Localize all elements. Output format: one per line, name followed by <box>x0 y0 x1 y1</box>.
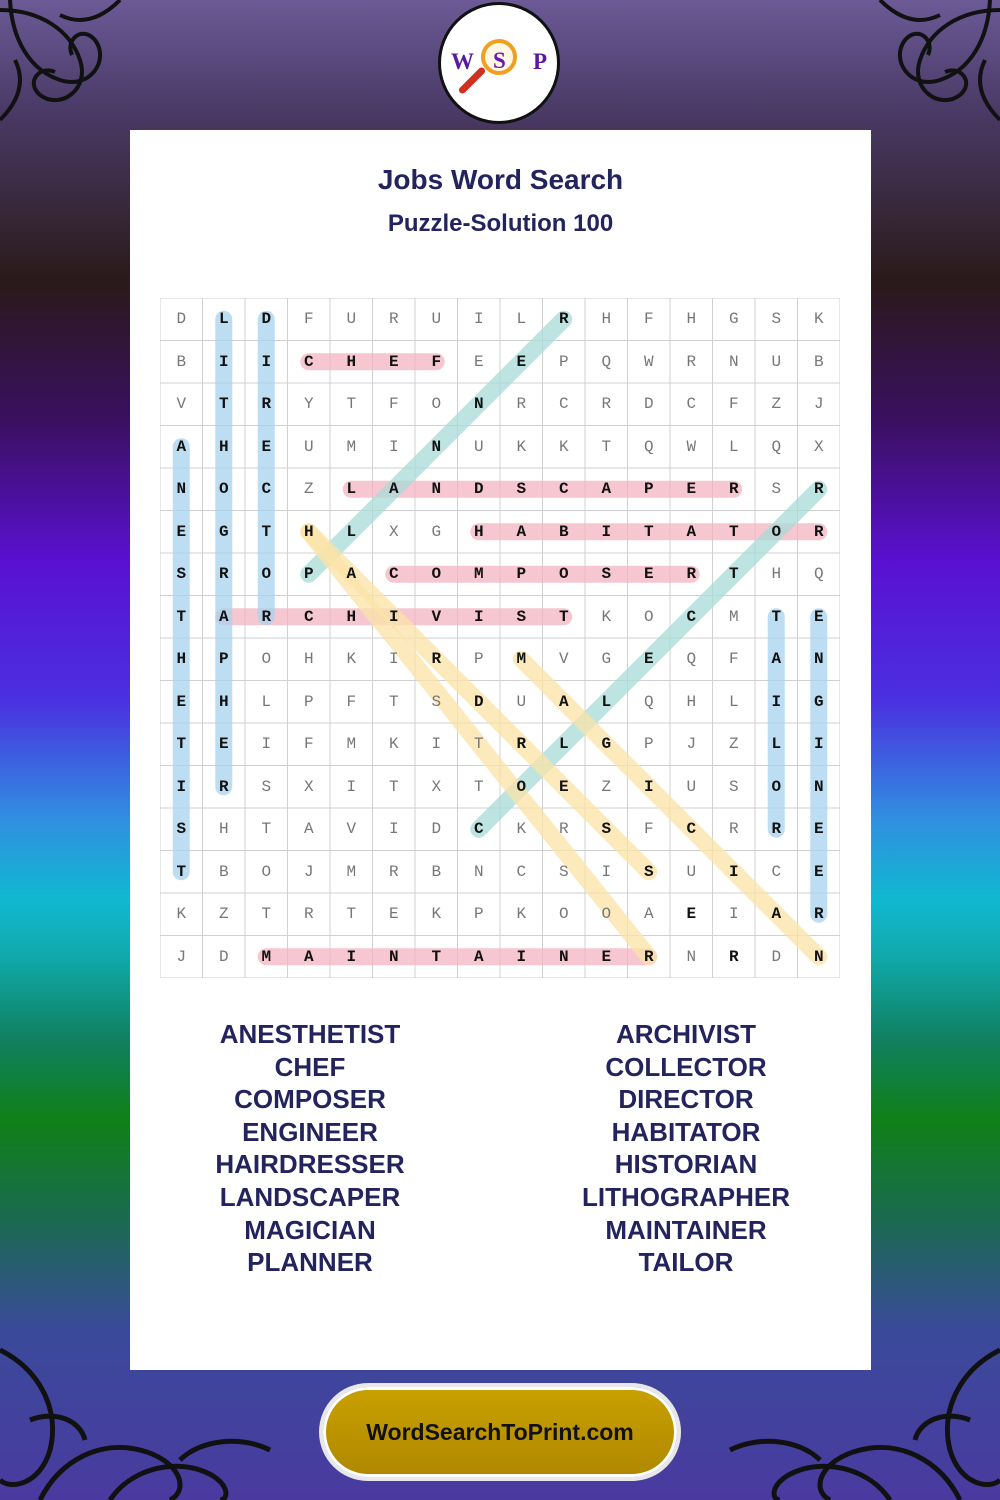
grid-cell[interactable]: S <box>643 862 654 881</box>
grid-cell[interactable]: B <box>813 352 824 371</box>
grid-cell[interactable]: I <box>516 947 527 966</box>
grid-cell[interactable]: C <box>303 352 314 371</box>
grid-cell[interactable]: E <box>388 352 399 371</box>
grid-cell[interactable]: T <box>728 522 739 541</box>
grid-cell[interactable]: R <box>813 480 824 498</box>
grid-cell[interactable]: O <box>558 565 569 583</box>
grid-cell[interactable]: Q <box>813 565 824 583</box>
grid-cell[interactable]: R <box>218 565 229 583</box>
grid-cell[interactable]: O <box>218 480 229 498</box>
grid-cell[interactable]: E <box>176 692 187 711</box>
grid-cell[interactable]: N <box>813 947 824 966</box>
grid-cell[interactable]: S <box>771 310 782 328</box>
grid-cell[interactable]: O <box>771 777 782 796</box>
word-list-item: LANDSCAPER <box>219 1181 401 1212</box>
grid-cell[interactable]: A <box>176 437 187 456</box>
grid-cell[interactable]: I <box>346 777 357 796</box>
grid-cell[interactable]: D <box>431 820 442 838</box>
grid-cell[interactable]: G <box>601 735 612 753</box>
grid-cell[interactable]: H <box>601 310 612 328</box>
grid-cell[interactable]: D <box>643 395 654 413</box>
grid-cell[interactable]: S <box>601 820 612 838</box>
grid-cell[interactable]: T <box>176 862 187 881</box>
grid-cell[interactable]: L <box>728 437 739 456</box>
grid-cell[interactable]: U <box>303 437 314 456</box>
grid-cell[interactable]: T <box>176 607 187 626</box>
grid-cell[interactable]: F <box>388 395 399 413</box>
grid-cell[interactable]: H <box>303 522 314 541</box>
grid-cell[interactable]: G <box>813 692 824 711</box>
grid-cell[interactable]: K <box>346 650 357 668</box>
grid-cell[interactable]: U <box>431 310 442 328</box>
grid-cell[interactable]: Z <box>728 735 739 753</box>
grid-cell[interactable]: G <box>218 522 229 541</box>
grid-cell[interactable]: I <box>473 607 484 626</box>
grid-cell[interactable]: A <box>346 565 357 583</box>
grid-cell[interactable]: P <box>218 650 229 668</box>
grid-cell[interactable]: A <box>771 650 782 668</box>
grid-cell[interactable]: D <box>771 947 782 966</box>
word-list-right <box>506 1018 866 1279</box>
grid-cell[interactable]: R <box>686 352 697 371</box>
grid-cell[interactable]: O <box>601 905 612 923</box>
word-list-item: TAILOR <box>638 1247 734 1278</box>
grid-cell[interactable]: D <box>176 310 187 328</box>
grid-cell[interactable]: T <box>261 905 272 923</box>
grid-cell[interactable]: B <box>218 862 229 881</box>
grid-cell[interactable]: O <box>558 905 569 923</box>
grid-cell[interactable]: R <box>261 607 272 626</box>
word-list-item: PLANNER <box>247 1247 373 1278</box>
word-list-item: DIRECTOR <box>618 1084 754 1115</box>
grid-cell[interactable]: S <box>601 565 612 583</box>
grid-cell[interactable]: A <box>516 522 527 541</box>
grid-cell[interactable]: N <box>431 437 442 456</box>
grid-cell[interactable]: I <box>431 735 442 753</box>
grid-cell[interactable]: O <box>516 777 527 796</box>
grid-cell[interactable]: U <box>473 437 484 456</box>
grid-cell[interactable]: K <box>516 905 527 923</box>
grid-cell[interactable]: N <box>558 947 569 966</box>
grid-cell[interactable]: T <box>176 735 187 753</box>
grid-cell[interactable]: T <box>431 947 442 966</box>
grid-cell[interactable]: G <box>601 650 612 668</box>
grid-cell[interactable]: R <box>728 947 739 966</box>
grid-cell[interactable]: C <box>771 862 782 881</box>
grid-cell[interactable]: R <box>261 395 272 413</box>
grid-cell[interactable]: I <box>728 905 739 923</box>
grid-cell[interactable]: A <box>686 522 697 541</box>
grid-cell[interactable]: V <box>346 820 357 838</box>
grid-cell[interactable]: F <box>728 395 739 413</box>
grid-cell[interactable]: E <box>643 565 654 583</box>
grid-cell[interactable]: I <box>601 522 612 541</box>
grid-cell[interactable]: K <box>176 905 187 923</box>
grid-cell[interactable]: S <box>516 480 527 498</box>
grid-cell[interactable]: J <box>686 735 697 753</box>
grid-cell[interactable]: N <box>813 650 824 668</box>
grid-cell[interactable]: J <box>176 947 187 966</box>
grid-cell[interactable]: X <box>388 522 399 541</box>
grid-cell[interactable]: Q <box>601 352 612 371</box>
grid-cell[interactable]: Z <box>303 480 314 498</box>
grid-cell[interactable]: L <box>601 692 612 711</box>
grid-cell[interactable]: A <box>388 480 399 498</box>
website-link-label: WordSearchToPrint.com <box>366 1418 634 1445</box>
grid-cell[interactable]: H <box>473 522 484 541</box>
grid-cell[interactable]: M <box>346 862 357 881</box>
grid-cell[interactable]: S <box>261 777 272 796</box>
grid-cell[interactable]: R <box>686 565 697 583</box>
grid-cell[interactable]: R <box>388 862 399 881</box>
grid-cell[interactable]: W <box>643 352 654 371</box>
grid-cell[interactable]: J <box>813 395 824 413</box>
grid-cell[interactable]: Z <box>771 395 782 413</box>
grid-cell[interactable]: T <box>558 607 569 626</box>
grid-cell[interactable]: A <box>558 692 569 711</box>
grid-cell[interactable]: L <box>218 310 229 328</box>
grid-cell[interactable]: O <box>261 862 272 881</box>
grid-cell[interactable]: E <box>686 480 697 498</box>
logo-letter-s: S <box>493 48 506 73</box>
grid-cell[interactable]: B <box>176 352 187 371</box>
grid-cell[interactable]: O <box>643 607 654 626</box>
grid-cell[interactable]: E <box>558 777 569 796</box>
grid-cell[interactable]: N <box>473 395 484 413</box>
word-list-item: COLLECTOR <box>605 1051 767 1082</box>
grid-cell[interactable]: K <box>516 820 527 838</box>
grid-cell[interactable]: C <box>686 395 697 413</box>
grid-cell[interactable]: G <box>431 522 442 541</box>
grid-cell[interactable]: I <box>388 650 399 668</box>
grid-cell[interactable]: R <box>601 395 612 413</box>
grid-cell[interactable]: F <box>643 820 654 838</box>
grid-cell[interactable]: N <box>813 777 824 796</box>
grid-cell[interactable]: T <box>218 395 229 413</box>
grid-cell[interactable]: N <box>431 480 442 498</box>
grid-cell[interactable]: H <box>218 437 229 456</box>
grid-cell[interactable]: I <box>346 947 357 966</box>
grid-cell[interactable]: O <box>431 395 442 413</box>
grid-cell[interactable]: E <box>516 352 527 371</box>
grid-cell[interactable]: N <box>728 352 739 371</box>
grid-cell[interactable]: Q <box>771 437 782 456</box>
grid-cell[interactable]: H <box>686 310 697 328</box>
grid-cell[interactable]: R <box>728 820 739 838</box>
grid-cell[interactable]: C <box>558 395 569 413</box>
grid-cell[interactable]: P <box>516 565 527 583</box>
grid-cell[interactable]: M <box>346 437 357 456</box>
grid-cell[interactable]: T <box>771 607 782 626</box>
grid-cell[interactable]: H <box>346 352 357 371</box>
logo-letter-p: P <box>533 49 548 74</box>
grid-cell[interactable]: S <box>728 777 739 796</box>
word-list-item: ARCHIVIST <box>615 1019 757 1049</box>
grid-cell[interactable]: L <box>261 692 272 711</box>
word-list-item: LITHOGRAPHER <box>582 1181 790 1212</box>
grid-cell[interactable]: L <box>346 480 357 498</box>
grid-cell[interactable]: Y <box>303 395 314 413</box>
puzzle-sheet <box>130 130 871 1370</box>
grid-cell[interactable]: V <box>558 650 569 668</box>
grid-cell[interactable]: Q <box>643 692 654 711</box>
grid-cell[interactable]: S <box>771 480 782 498</box>
logo-letter-w: W <box>451 49 474 74</box>
grid-cell[interactable]: T <box>388 777 399 796</box>
grid-cell[interactable]: Q <box>686 650 697 668</box>
grid-cell[interactable]: K <box>558 437 569 456</box>
word-list-item: CHEF <box>274 1051 346 1082</box>
grid-cell[interactable]: F <box>303 735 314 753</box>
grid-cell[interactable]: J <box>303 862 314 881</box>
word-search-grid <box>160 298 840 978</box>
grid-cell[interactable]: M <box>728 607 739 626</box>
grid-cell[interactable]: K <box>813 310 824 328</box>
grid-cell[interactable]: U <box>516 692 527 711</box>
grid-cell[interactable]: N <box>176 480 187 498</box>
grid-cell[interactable]: A <box>643 905 654 923</box>
grid-cell[interactable]: U <box>346 310 357 328</box>
grid-cell[interactable]: R <box>643 947 654 966</box>
grid-cell[interactable]: R <box>388 310 399 328</box>
grid-cell[interactable]: K <box>388 735 399 753</box>
grid-cell[interactable]: C <box>261 480 272 498</box>
grid-cell[interactable]: X <box>303 777 314 796</box>
grid-cell[interactable]: E <box>176 522 187 541</box>
grid-cell[interactable]: L <box>346 522 357 541</box>
grid-cell[interactable]: P <box>303 692 314 711</box>
grid-cell[interactable]: S <box>516 607 527 626</box>
grid-cell[interactable]: P <box>303 565 314 583</box>
grid-cell[interactable]: M <box>473 565 484 583</box>
grid-cell[interactable]: E <box>218 735 229 753</box>
grid-cell[interactable]: I <box>388 607 399 626</box>
grid-cell[interactable]: C <box>558 480 569 498</box>
grid-cell[interactable]: I <box>218 352 229 371</box>
grid-cell[interactable]: T <box>473 777 484 796</box>
grid-cell[interactable]: C <box>473 820 484 838</box>
grid-cell[interactable]: A <box>218 607 229 626</box>
grid-cell[interactable]: T <box>601 437 612 456</box>
grid-cell[interactable]: L <box>516 310 527 328</box>
grid-cell[interactable]: R <box>516 735 527 753</box>
grid-cell[interactable]: R <box>771 820 782 838</box>
word-list-item: HABITATOR <box>611 1116 761 1147</box>
grid-cell[interactable]: A <box>303 820 314 838</box>
grid-cell[interactable]: T <box>388 692 399 711</box>
word-list-item: ANESTHETIST <box>219 1019 401 1049</box>
grid-cell[interactable]: I <box>771 692 782 711</box>
word-list-item: MAGICIAN <box>244 1214 376 1245</box>
word-list-left <box>130 1018 490 1279</box>
grid-cell[interactable]: W <box>686 437 697 456</box>
grid-cell[interactable]: A <box>303 947 314 966</box>
grid-cell[interactable]: T <box>473 735 484 753</box>
wsp-logo[interactable] <box>438 2 560 124</box>
grid-cell[interactable]: I <box>643 777 654 796</box>
grid-cell[interactable]: E <box>813 862 824 881</box>
grid-cell[interactable]: F <box>346 692 357 711</box>
grid-cell[interactable]: R <box>813 522 824 541</box>
grid-cell[interactable]: I <box>176 777 187 796</box>
grid-cell[interactable]: T <box>261 820 272 838</box>
grid-cell[interactable]: R <box>558 310 569 328</box>
grid-cell[interactable]: H <box>686 692 697 711</box>
page-subtitle: Puzzle-Solution 100 <box>387 210 614 237</box>
grid-cell[interactable]: L <box>728 692 739 711</box>
grid-cell[interactable]: X <box>813 437 824 456</box>
grid-cell[interactable]: N <box>686 947 697 966</box>
grid-cell[interactable]: U <box>686 862 697 881</box>
grid-cell[interactable]: Q <box>643 437 654 456</box>
grid-cell[interactable]: F <box>303 310 314 328</box>
grid-cell[interactable]: S <box>176 820 187 838</box>
grid-cell[interactable]: P <box>558 352 569 371</box>
grid-cell[interactable]: E <box>261 437 272 456</box>
grid-cell[interactable]: R <box>303 905 314 923</box>
website-link-button[interactable] <box>323 1387 677 1477</box>
grid-cell[interactable]: E <box>686 905 697 923</box>
grid-cell[interactable]: C <box>516 862 527 881</box>
grid-cell[interactable]: E <box>813 820 824 838</box>
grid-cell[interactable]: H <box>346 607 357 626</box>
grid-cell[interactable]: K <box>516 437 527 456</box>
grid-cell[interactable]: B <box>431 862 442 881</box>
grid-cell[interactable]: S <box>558 862 569 881</box>
grid-cell[interactable]: C <box>686 607 697 626</box>
grid-cell[interactable]: I <box>728 862 739 881</box>
grid-cell[interactable]: E <box>813 607 824 626</box>
ornament-flourish-icon <box>850 0 1000 190</box>
grid-cell[interactable]: H <box>218 692 229 711</box>
grid-cell[interactable]: D <box>473 480 484 498</box>
grid-cell[interactable]: X <box>431 777 442 796</box>
grid-cell[interactable]: F <box>431 352 442 371</box>
grid-cell[interactable]: L <box>558 735 569 753</box>
grid-cell[interactable]: M <box>261 947 272 966</box>
grid-cell[interactable]: I <box>813 735 824 753</box>
grid-cell[interactable]: R <box>813 905 824 923</box>
word-list-item: HISTORIAN <box>614 1149 758 1180</box>
grid-cell[interactable]: H <box>771 565 782 583</box>
grid-cell[interactable]: L <box>771 735 782 753</box>
grid-cell[interactable]: R <box>431 650 442 668</box>
grid-cell[interactable]: C <box>303 607 314 626</box>
word-list-item: COMPOSER <box>234 1084 386 1115</box>
word-list-item: MAINTAINER <box>605 1214 767 1245</box>
grid-cell[interactable]: R <box>728 480 739 498</box>
grid-cell[interactable]: I <box>388 437 399 456</box>
grid-cell[interactable]: P <box>473 905 484 923</box>
grid-cell[interactable]: F <box>728 650 739 668</box>
grid-cell[interactable]: P <box>643 480 654 498</box>
grid-cell[interactable]: G <box>728 310 739 328</box>
grid-cell[interactable]: E <box>601 947 612 966</box>
grid-cell[interactable]: M <box>346 735 357 753</box>
grid-cell[interactable]: A <box>771 905 782 923</box>
grid-cell[interactable]: F <box>643 310 654 328</box>
grid-cell[interactable]: I <box>601 862 612 881</box>
grid-cell[interactable]: T <box>346 395 357 413</box>
grid-cell[interactable]: N <box>473 862 484 881</box>
grid-cell[interactable]: O <box>261 650 272 668</box>
grid-cell[interactable]: V <box>431 607 442 626</box>
grid-cell[interactable]: O <box>261 565 272 583</box>
grid-cell[interactable]: P <box>473 650 484 668</box>
grid-cell[interactable]: H <box>176 650 187 668</box>
word-list-item: ENGINEER <box>242 1116 378 1147</box>
grid-cell[interactable]: N <box>388 947 399 966</box>
grid-cell[interactable]: I <box>388 820 399 838</box>
grid-cell[interactable]: T <box>261 522 272 541</box>
word-list-item: HAIRDRESSER <box>215 1149 405 1180</box>
grid-cell[interactable]: I <box>473 310 484 328</box>
grid-cell[interactable]: R <box>558 820 569 838</box>
grid-cell[interactable]: D <box>218 947 229 966</box>
grid-cell[interactable]: O <box>771 522 782 541</box>
grid-cell[interactable]: K <box>601 607 612 626</box>
grid-cell[interactable]: S <box>176 565 187 583</box>
grid-cell[interactable]: C <box>388 565 399 583</box>
grid-cell[interactable]: V <box>176 395 187 413</box>
grid-cell[interactable]: U <box>686 777 697 796</box>
grid-cell[interactable]: I <box>261 352 272 371</box>
grid-cell[interactable]: H <box>218 820 229 838</box>
grid-cell[interactable]: E <box>388 905 399 923</box>
grid-cell[interactable]: T <box>346 905 357 923</box>
grid-cell[interactable]: T <box>643 522 654 541</box>
grid-cell[interactable]: E <box>473 352 484 371</box>
grid-cell[interactable]: B <box>558 522 569 541</box>
ornament-flourish-icon <box>0 0 150 190</box>
grid-cell[interactable]: S <box>431 692 442 711</box>
grid-cell[interactable]: Z <box>601 777 612 796</box>
grid-cell[interactable]: D <box>261 310 272 328</box>
grid-cell[interactable]: C <box>686 820 697 838</box>
grid-cell[interactable]: K <box>431 905 442 923</box>
grid-cell[interactable]: O <box>431 565 442 583</box>
grid-cell[interactable]: I <box>261 735 272 753</box>
grid-cell[interactable]: D <box>473 692 484 711</box>
grid-cell[interactable]: P <box>643 735 654 753</box>
grid-cell[interactable]: M <box>516 650 527 668</box>
grid-cell[interactable]: T <box>728 565 739 583</box>
grid-cell[interactable]: Z <box>218 905 229 923</box>
grid-cell[interactable]: H <box>303 650 314 668</box>
grid-cell[interactable]: R <box>516 395 527 413</box>
grid-cell[interactable]: A <box>473 947 484 966</box>
grid-cell[interactable]: E <box>643 650 654 668</box>
grid-cell[interactable]: R <box>218 777 229 796</box>
grid-cell[interactable]: U <box>771 352 782 371</box>
grid-cell[interactable]: A <box>601 480 612 498</box>
page-title: Jobs Word Search <box>377 164 624 195</box>
